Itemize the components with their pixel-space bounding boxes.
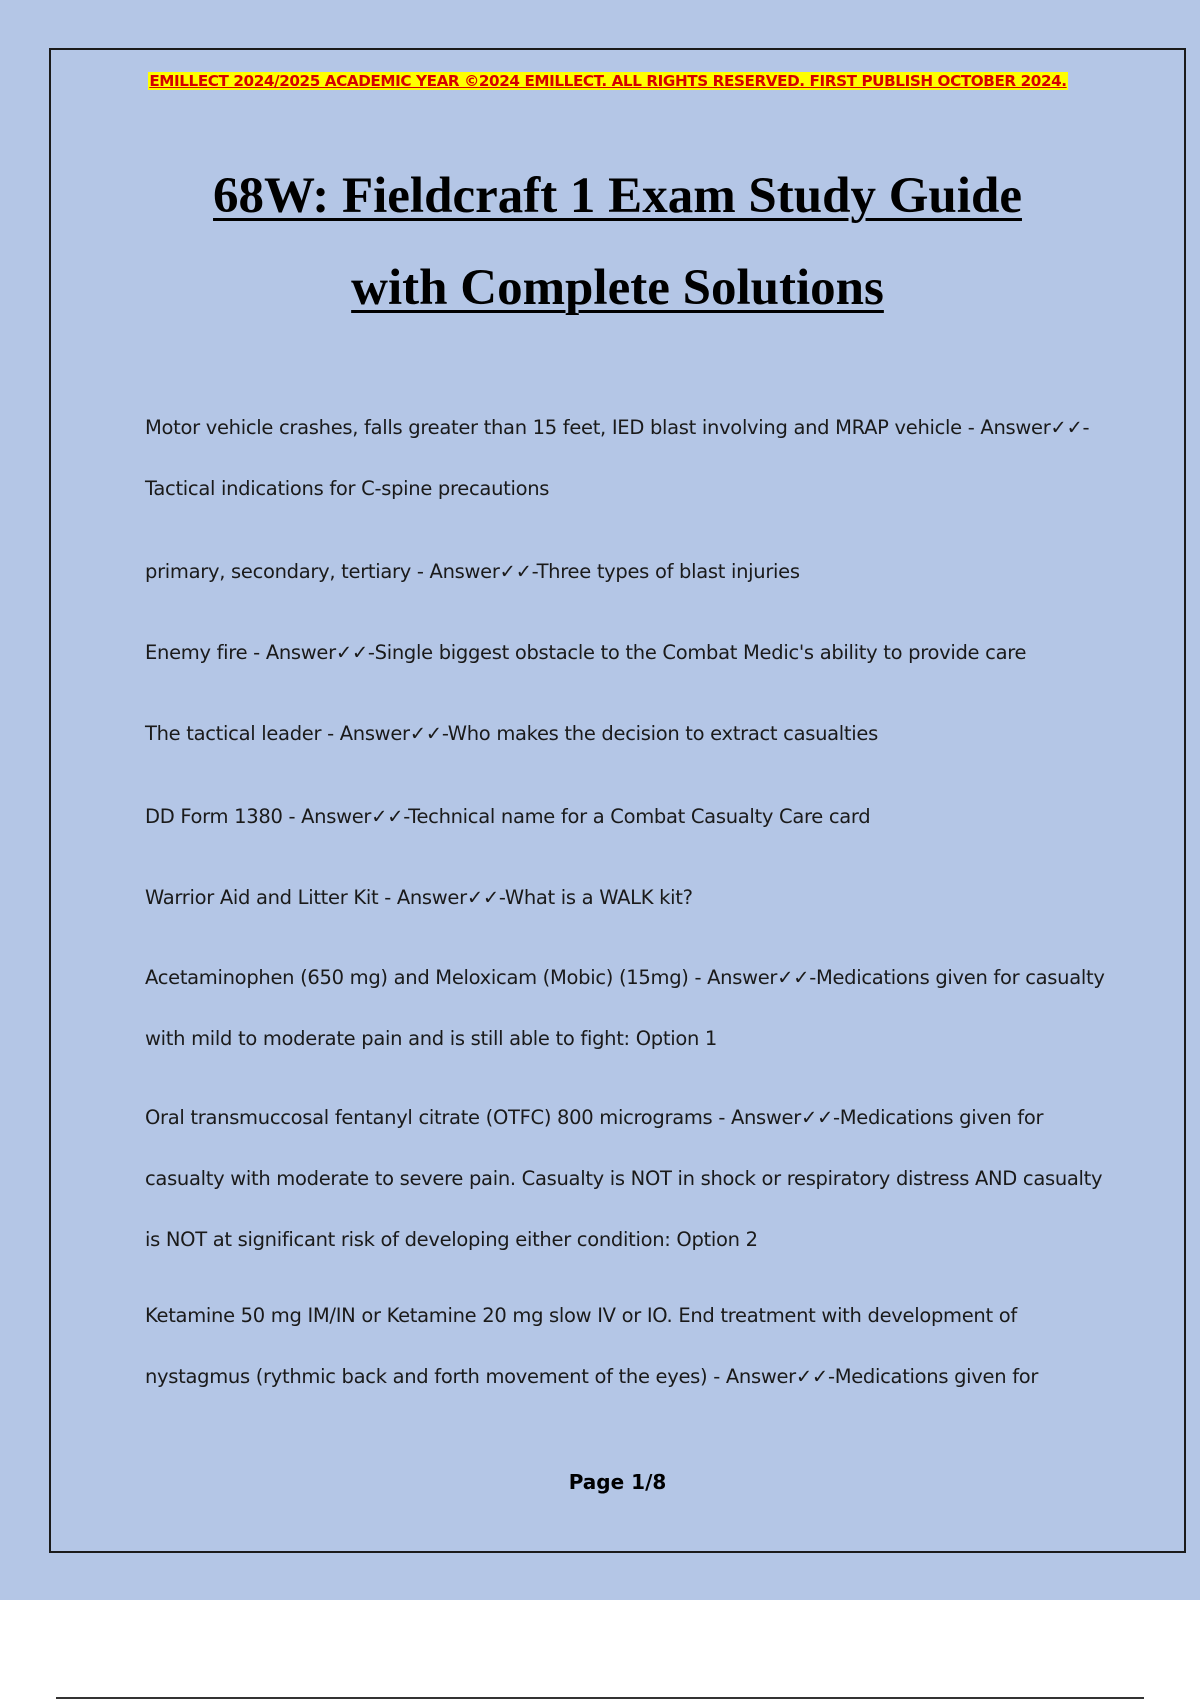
qa-item-2: primary, secondary, tertiary - Answer✓✓-Three types of blast injuries xyxy=(145,560,800,583)
qa-item-6: Warrior Aid and Litter Kit - Answer✓✓-What is a WALK kit? xyxy=(145,886,693,909)
qa-item-7: Acetaminophen (650 mg) and Meloxicam (Mobic) (15mg) - Answer✓✓-Medications given for casualty with mild to moderate pain and is still able to fight: Option 1 xyxy=(145,966,1105,1050)
qa-item-5: DD Form 1380 - Answer✓✓-Technical name for a Combat Casualty Care card xyxy=(145,805,871,828)
divider xyxy=(56,1697,1144,1699)
qa-item-4: The tactical leader - Answer✓✓-Who makes the decision to extract casualties xyxy=(145,722,878,745)
copyright-banner xyxy=(145,72,1071,90)
qa-item-9: Ketamine 50 mg IM/IN or Ketamine 20 mg slow IV or IO. End treatment with development of nystagmus (rythmic back and forth movement of the eyes) - Answer✓✓-Medications given for xyxy=(145,1304,1039,1388)
title-line-2: with Complete Solutions xyxy=(351,260,884,316)
title-line-1: 68W: Fieldcraft 1 Exam Study Guide xyxy=(213,168,1022,224)
page-number: Page 1/8 xyxy=(568,1470,667,1494)
page-title xyxy=(95,150,1140,334)
qa-item-1: Motor vehicle crashes, falls greater than 15 feet, IED blast involving and MRAP vehicle - Answer✓✓-Tactical indications for C-spine precautions xyxy=(145,416,1090,500)
copyright-notice: EMILLECT 2024/2025 ACADEMIC YEAR ©2024 EMILLECT. ALL RIGHTS RESERVED. FIRST PUBLISH OCTOBER 2024. xyxy=(149,72,1067,90)
qa-item-3: Enemy fire - Answer✓✓-Single biggest obstacle to the Combat Medic's ability to provide care xyxy=(145,641,1027,664)
qa-item-8: Oral transmuccosal fentanyl citrate (OTFC) 800 micrograms - Answer✓✓-Medications given for casualty with moderate to severe pain. Casualty is NOT in shock or respiratory distress AND casualty is NOT at significant risk of developing either condition: Option 2 xyxy=(145,1106,1103,1251)
